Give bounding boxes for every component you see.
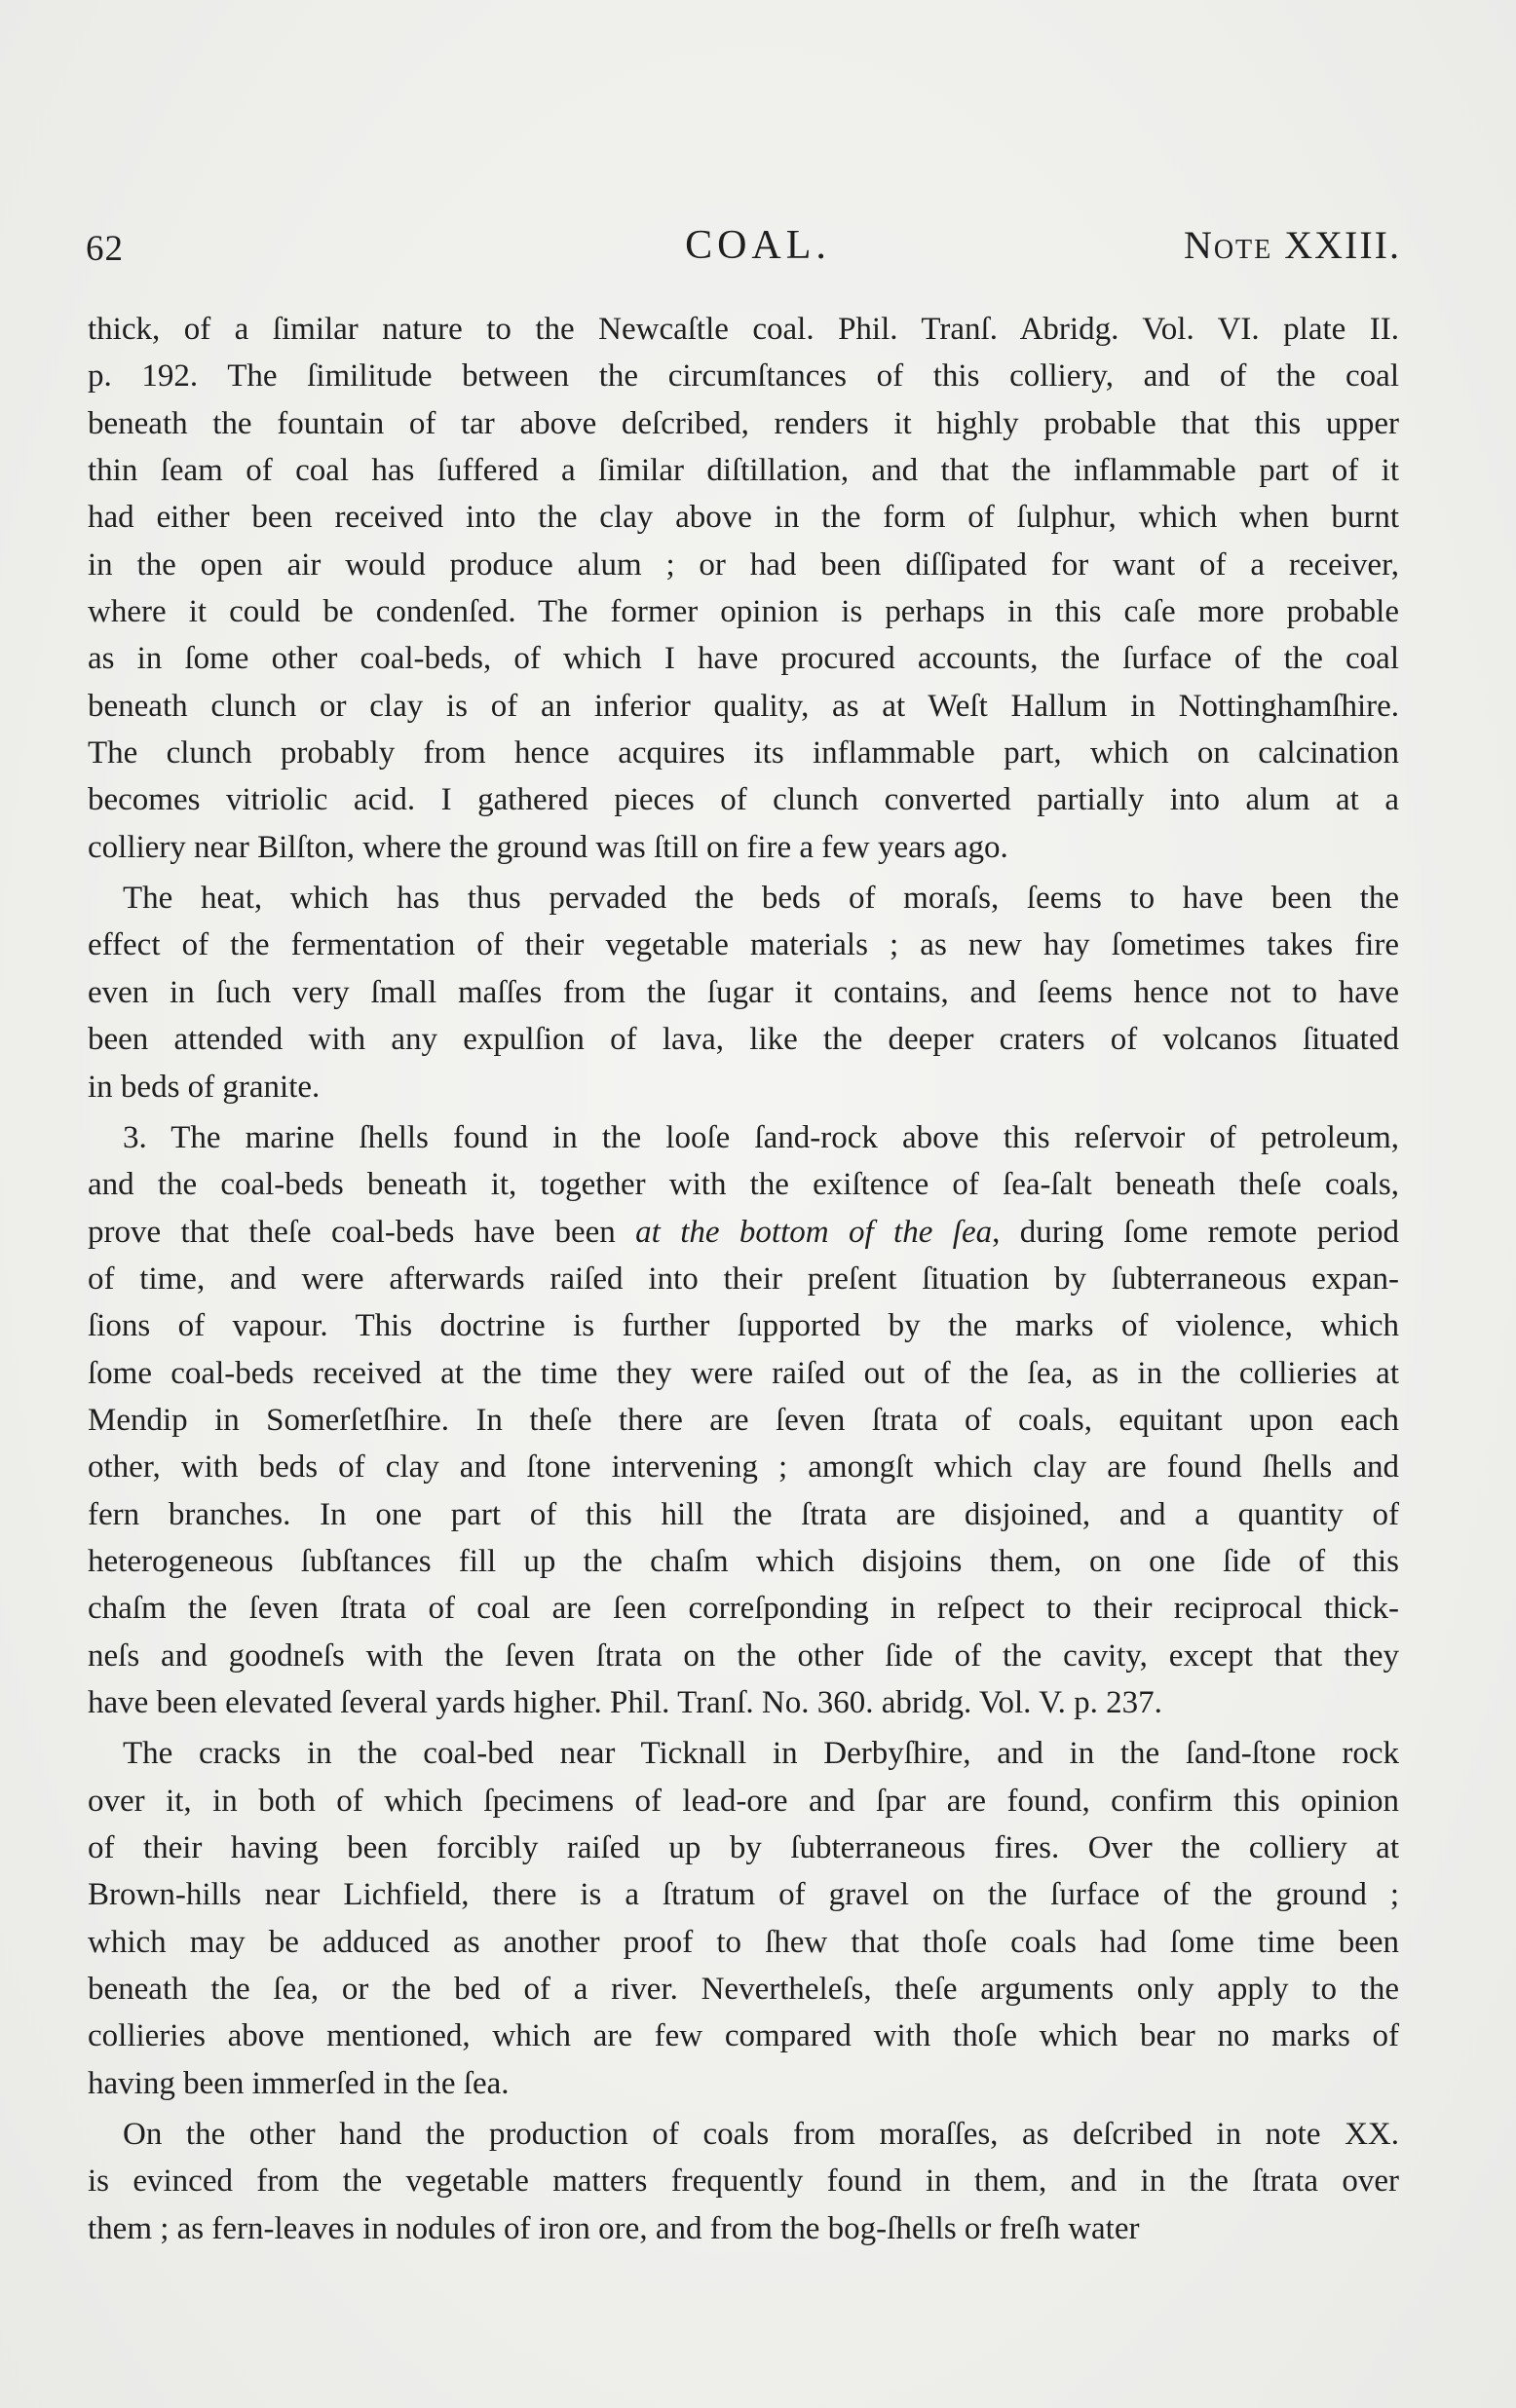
paragraph xyxy=(88,1114,1399,1726)
text-line: On the other hand the production of coals from moraſſes, as deſcribed in note XX. xyxy=(123,2117,1399,2153)
text-line: effect of the fermentation of their vegetable materials ; as new hay ſometimes takes fire xyxy=(88,927,1399,963)
text-line: 3. The marine ſhells found in the looſe ſand-rock above this reſervoir of petroleum, xyxy=(123,1119,1399,1155)
text-line: beneath clunch or clay is of an inferior quality, as at Weſt Hallum in Nottinghamſhire. xyxy=(88,688,1399,724)
text-line: of their having been forcibly raiſed up by ſubterraneous fires. Over the colliery at xyxy=(88,1830,1399,1865)
text-line: in the open air would produce alum ; or had been diſſipated for want of a receiver, xyxy=(88,546,1399,583)
text-line: had either been received into the clay above in the form of ſulphur, which when burnt xyxy=(88,500,1399,536)
running-title: COAL. xyxy=(685,223,831,268)
page-number: 62 xyxy=(86,229,124,269)
text-line: The cracks in the coal-bed near Ticknall in Derbyſhire, and in the ſand-ſtone rock xyxy=(123,1736,1399,1772)
text-line: and the coal-beds beneath it, together with the exiſtence of ſea-ſalt beneath theſe coals, xyxy=(88,1167,1399,1203)
text-line: heterogeneous ſubſtances fill up the chaſm which disjoins them, on one ſide of this xyxy=(88,1543,1399,1579)
text-line: beneath the fountain of tar above deſcribed, renders it highly probable that this upper xyxy=(88,405,1399,441)
paragraph xyxy=(88,875,1399,1110)
text-line: over it, in both of which ſpecimens of lead-ore and ſpar are found, confirm this opinion xyxy=(88,1783,1399,1819)
paragraph xyxy=(88,1730,1399,2107)
text-line: beneath the ſea, or the bed of a river. Nevertheleſs, theſe arguments only apply to the xyxy=(88,1972,1399,2008)
text-line: is evinced from the vegetable matters frequently found in them, and in the ſtrata over xyxy=(88,2163,1399,2200)
text-line: which may be adduced as another proof to ſhew that thoſe coals had ſome time been xyxy=(88,1924,1399,1960)
text-line: fern branches. In one part of this hill the ſtrata are disjoined, and a quantity of xyxy=(88,1496,1399,1532)
text-line: neſs and goodneſs with the ſeven ſtrata on the other ſide of the cavity, except that they xyxy=(88,1637,1399,1674)
text-line: p. 192. The ſimilitude between the circumſtances of this colliery, and of the coal xyxy=(88,358,1399,395)
text-line: having been immerſed in the ſea. xyxy=(88,2065,510,2101)
note-label: Note XXIII. xyxy=(1183,223,1401,267)
text-line: ſome coal-beds received at the time they were raiſed out of the ſea, as in the collieries at xyxy=(88,1355,1399,1391)
text-line: been attended with any expulſion of lava, like the deeper craters of volcanos ſituated xyxy=(88,1022,1399,1058)
paragraph xyxy=(88,306,1399,871)
text-line: chaſm the ſeven ſtrata of coal are ſeen correſponding in reſpect to their reciprocal thick- xyxy=(88,1591,1399,1627)
text-line: The clunch probably from hence acquires its inflammable part, which on calcination xyxy=(88,735,1399,771)
text-line: Brown-hills near Lichfield, there is a ſtratum of gravel on the ſurface of the ground ; xyxy=(88,1877,1399,1913)
text-line: even in ſuch very ſmall maſſes from the ſugar it contains, and ſeems hence not to have xyxy=(88,974,1399,1010)
text-line: prove that theſe coal-beds have been at the bottom of the ſea, during ſome remote period xyxy=(88,1214,1399,1250)
body-text xyxy=(88,306,1399,2252)
text-line: in beds of granite. xyxy=(88,1069,321,1105)
text-line: them ; as fern-leaves in nodules of iron ore, and from the bog-ſhells or freſh water xyxy=(88,2210,1140,2246)
text-line: other, with beds of clay and ſtone intervening ; amongſt which clay are found ſhells and xyxy=(88,1449,1399,1486)
text-line: where it could be condenſed. The former opinion is perhaps in this caſe more probable xyxy=(88,594,1399,630)
text-line: becomes vitriolic acid. I gathered pieces of clunch converted partially into alum at a xyxy=(88,782,1399,818)
text-line: of time, and were afterwards raiſed into their preſent ſituation by ſubterraneous expan- xyxy=(88,1260,1399,1297)
text-line: The heat, which has thus pervaded the beds of moraſs, ſeems to have been the xyxy=(123,881,1399,917)
text-line: Mendip in Somerſetſhire. In theſe there are ſeven ſtrata of coals, equitant upon each xyxy=(88,1402,1399,1438)
text-line: collieries above mentioned, which are few compared with thoſe which bear no marks of xyxy=(88,2018,1399,2054)
text-line: colliery near Bilſton, where the ground was ſtill on fire a few years ago. xyxy=(88,829,1008,865)
text-line: thin ſeam of coal has ſuffered a ſimilar diſtillation, and that the inflammable part of it xyxy=(88,453,1399,489)
text-line: have been elevated ſeveral yards higher. Phil. Tranſ. No. 360. abridg. Vol. V. p. 237. xyxy=(88,1684,1162,1720)
text-line: as in ſome other coal-beds, of which I have procured accounts, the ſurface of the coal xyxy=(88,641,1399,677)
text-line: thick, of a ſimilar nature to the Newcaſtle coal. Phil. Tranſ. Abridg. Vol. VI. plate II. xyxy=(88,312,1399,347)
paragraph xyxy=(88,2111,1399,2252)
text-line: ſions of vapour. This doctrine is further ſupported by the marks of violence, which xyxy=(88,1308,1399,1344)
page-header xyxy=(86,216,1401,275)
